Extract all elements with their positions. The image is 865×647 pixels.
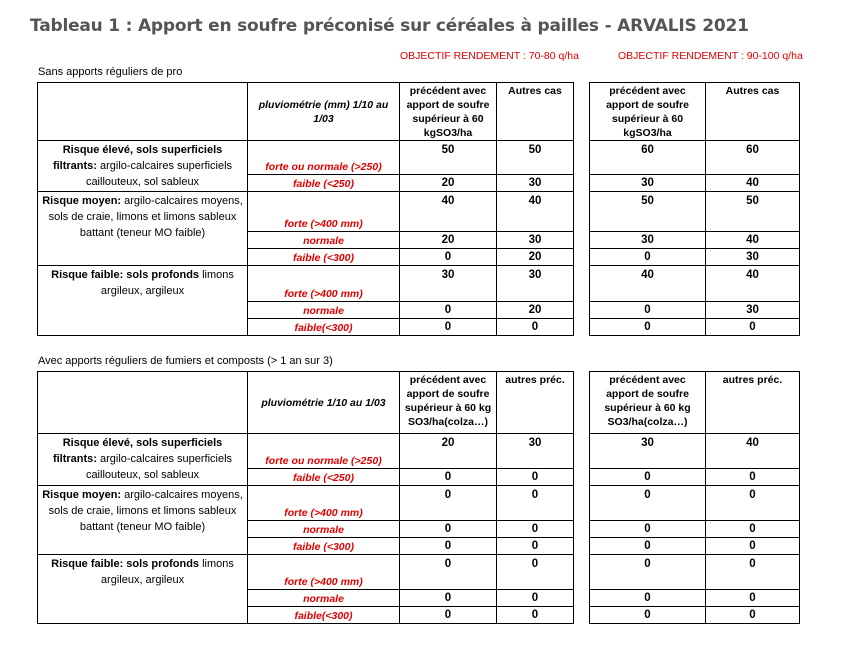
rainfall-condition: normale (248, 302, 400, 319)
header-row (38, 83, 800, 141)
value-cell: 0 (706, 555, 800, 590)
value-cell: 50 (400, 141, 497, 175)
value-cell: 40 (590, 266, 706, 302)
rainfall-condition: faible(<300) (248, 607, 400, 624)
header-blank-cell (38, 372, 248, 434)
header-row (38, 372, 800, 434)
value-cell: 40 (706, 232, 800, 249)
value-cell: 30 (497, 175, 574, 192)
value-cell: 60 (706, 141, 800, 175)
value-cell: 0 (706, 590, 800, 607)
value-cell: 30 (706, 249, 800, 266)
value-cell: 30 (497, 434, 574, 469)
risk-cell (38, 555, 248, 624)
risk-cell (38, 192, 248, 266)
table-row (38, 192, 800, 232)
table-row (38, 555, 800, 590)
risk-label: Risque moyen: (42, 489, 122, 501)
column-gap (574, 372, 590, 434)
sulfur-table-2 (37, 371, 800, 624)
table2-caption: Avec apports réguliers de fumiers et composts (> 1 an sur 3) (38, 355, 333, 367)
rainfall-condition: forte (>400 mm) (248, 555, 400, 590)
rainfall-condition: faible (<250) (248, 469, 400, 486)
value-cell: 40 (400, 192, 497, 232)
value-cell: 0 (497, 555, 574, 590)
rainfall-condition: forte (>400 mm) (248, 192, 400, 232)
rainfall-condition: normale (248, 521, 400, 538)
risk-cell (38, 434, 248, 486)
value-cell: 0 (590, 319, 706, 336)
rainfall-condition: forte ou normale (>250) (248, 141, 400, 175)
rainfall-condition: forte ou normale (>250) (248, 434, 400, 469)
value-cell: 0 (497, 607, 574, 624)
value-cell: 0 (590, 302, 706, 319)
value-cell: 0 (400, 249, 497, 266)
value-cell: 30 (497, 266, 574, 302)
rainfall-condition: faible (<300) (248, 249, 400, 266)
column-gap (574, 555, 590, 590)
objective-label-1: OBJECTIF RENDEMENT : 70-80 q/ha (400, 50, 579, 62)
value-cell: 50 (497, 141, 574, 175)
value-cell: 30 (590, 232, 706, 249)
risk-label: Risque élevé, sols superficiels filtrants: (52, 437, 223, 465)
value-cell: 40 (706, 266, 800, 302)
value-cell: 30 (400, 266, 497, 302)
column-gap (574, 192, 590, 232)
risk-cell (38, 141, 248, 192)
value-cell: 0 (706, 319, 800, 336)
column-gap (574, 607, 590, 624)
value-cell: 0 (590, 486, 706, 521)
risk-description: argilo-calcaires moyens, sols de craie, limons et limons sableux battant (teneur MO faible) (48, 489, 243, 533)
pluviometry-header: pluviométrie (mm) 1/10 au 1/03 (248, 83, 400, 141)
column-gap (574, 486, 590, 521)
value-cell: 0 (590, 469, 706, 486)
column-gap (574, 249, 590, 266)
risk-label: Risque faible: sols profonds (51, 269, 200, 281)
value-cell: 0 (590, 249, 706, 266)
value-cell: 40 (497, 192, 574, 232)
column-gap (574, 83, 590, 141)
risk-description: limons argileux, argileux (100, 558, 234, 586)
value-cell: 0 (706, 538, 800, 555)
value-cell: 50 (590, 192, 706, 232)
column-header: autres préc. (497, 372, 574, 434)
header-blank-cell (38, 83, 248, 141)
value-cell: 0 (400, 590, 497, 607)
rainfall-condition: forte (>400 mm) (248, 266, 400, 302)
value-cell: 40 (706, 175, 800, 192)
value-cell: 20 (400, 175, 497, 192)
table-row (38, 434, 800, 469)
column-gap (574, 302, 590, 319)
risk-label: Risque élevé, sols superficiels filtrants: (52, 144, 223, 172)
table-row (38, 266, 800, 302)
value-cell: 0 (400, 521, 497, 538)
value-cell: 20 (400, 232, 497, 249)
value-cell: 0 (400, 607, 497, 624)
column-gap (574, 469, 590, 486)
value-cell: 0 (590, 521, 706, 538)
rainfall-condition: normale (248, 590, 400, 607)
value-cell: 0 (497, 319, 574, 336)
column-gap (574, 141, 590, 175)
value-cell: 20 (497, 249, 574, 266)
value-cell: 20 (497, 302, 574, 319)
value-cell: 0 (400, 469, 497, 486)
column-header: précédent avec apport de soufre supérieur à 60 kg SO3/ha(colza…) (590, 372, 706, 434)
table1-caption: Sans apports réguliers de pro (38, 66, 183, 78)
value-cell: 30 (590, 175, 706, 192)
value-cell: 40 (706, 434, 800, 469)
value-cell: 0 (497, 469, 574, 486)
value-cell: 0 (706, 521, 800, 538)
column-gap (574, 590, 590, 607)
risk-cell (38, 486, 248, 555)
column-header: précédent avec apport de soufre supérieur à 60 kgSO3/ha (590, 83, 706, 141)
column-gap (574, 175, 590, 192)
risk-description: argilo-calcaires superficiels caillouteux, sol sableux (85, 160, 233, 188)
rainfall-condition: forte (>400 mm) (248, 486, 400, 521)
value-cell: 0 (400, 319, 497, 336)
rainfall-condition: faible (<250) (248, 175, 400, 192)
value-cell: 0 (590, 590, 706, 607)
column-header: Autres cas (497, 83, 574, 141)
value-cell: 50 (706, 192, 800, 232)
value-cell: 0 (590, 555, 706, 590)
column-gap (574, 434, 590, 469)
risk-description: limons argileux, argileux (100, 269, 234, 297)
value-cell: 30 (706, 302, 800, 319)
value-cell: 0 (400, 538, 497, 555)
column-gap (574, 319, 590, 336)
objective-label-2: OBJECTIF RENDEMENT : 90-100 q/ha (618, 50, 803, 62)
value-cell: 0 (590, 607, 706, 624)
pluviometry-header: pluviométrie 1/10 au 1/03 (248, 372, 400, 434)
column-header: autres préc. (706, 372, 800, 434)
value-cell: 0 (497, 486, 574, 521)
table-row (38, 141, 800, 175)
column-header: précédent avec apport de soufre supérieur à 60 kgSO3/ha (400, 83, 497, 141)
column-header: Autres cas (706, 83, 800, 141)
column-gap (574, 521, 590, 538)
column-gap (574, 538, 590, 555)
table-row (38, 486, 800, 521)
value-cell: 0 (400, 486, 497, 521)
sulfur-table-1 (37, 82, 800, 336)
value-cell: 0 (400, 555, 497, 590)
value-cell: 0 (497, 538, 574, 555)
rainfall-condition: normale (248, 232, 400, 249)
value-cell: 0 (400, 302, 497, 319)
column-header: précédent avec apport de soufre supérieur à 60 kg SO3/ha(colza…) (400, 372, 497, 434)
value-cell: 30 (590, 434, 706, 469)
rainfall-condition: faible(<300) (248, 319, 400, 336)
risk-label: Risque moyen: (42, 195, 122, 207)
value-cell: 60 (590, 141, 706, 175)
value-cell: 0 (497, 590, 574, 607)
risk-description: argilo-calcaires superficiels caillouteux, sol sableux (85, 453, 233, 481)
risk-cell (38, 266, 248, 336)
risk-description: argilo-calcaires moyens, sols de craie, limons et limons sableux battant (teneur MO faible) (48, 195, 243, 239)
value-cell: 0 (590, 538, 706, 555)
value-cell: 20 (400, 434, 497, 469)
page-title: Tableau 1 : Apport en soufre préconisé sur céréales à pailles - ARVALIS 2021 (30, 16, 749, 36)
value-cell: 0 (497, 521, 574, 538)
value-cell: 0 (706, 486, 800, 521)
value-cell: 30 (497, 232, 574, 249)
value-cell: 0 (706, 607, 800, 624)
rainfall-condition: faible (<300) (248, 538, 400, 555)
column-gap (574, 232, 590, 249)
risk-label: Risque faible: sols profonds (51, 558, 200, 570)
value-cell: 0 (706, 469, 800, 486)
column-gap (574, 266, 590, 302)
